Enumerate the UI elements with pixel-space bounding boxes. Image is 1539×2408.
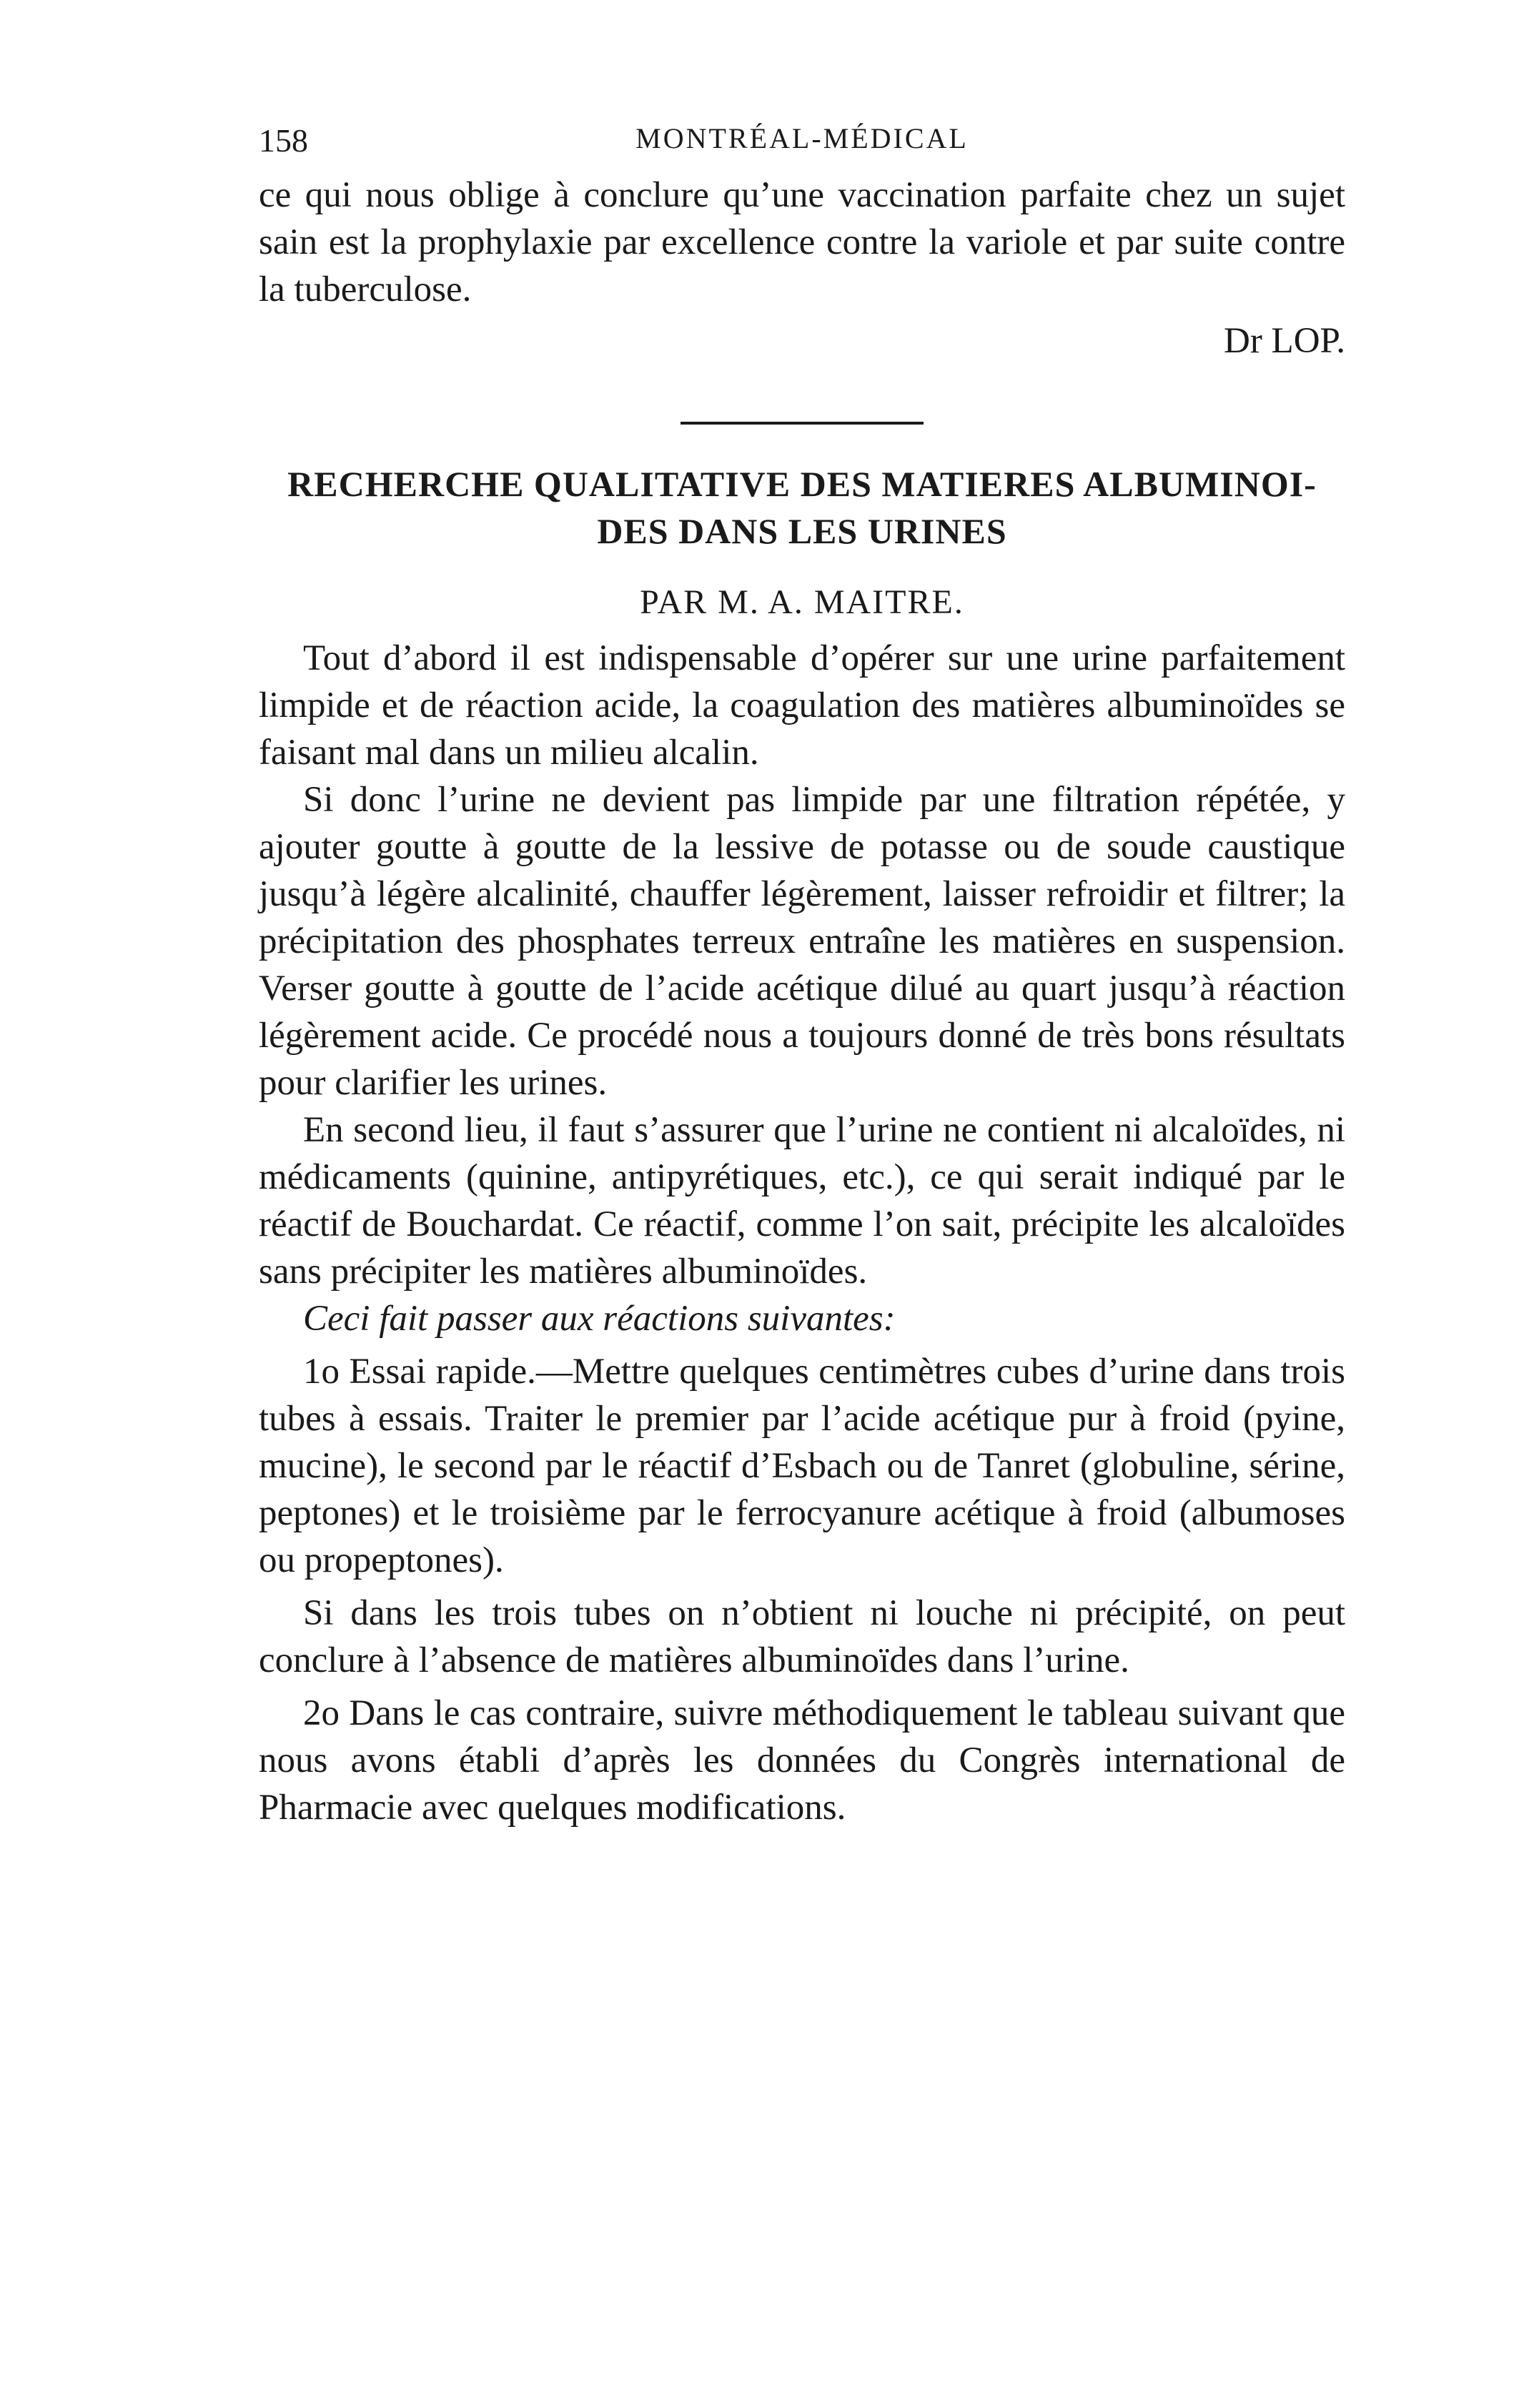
article-title [259,460,1345,555]
article-title-line-1: RECHERCHE QUALITATIVE DES MATIERES ALBUMINOI- [287,464,1317,504]
article-title-line-2: DES DANS LES URINES [597,511,1007,551]
body-paragraph-2: Si donc l’urine ne devient pas limpide par une filtration répétée, y ajouter goutte à goutte de la lessive de potasse ou de soude caustique jusqu’à légère alcalinité, chauffer légèrement, laisser refroidir et filtrer; la précipitation des phosphates terreux entraîne les matières en suspension. Verser goutte à goutte de l’acide acétique dilué au quart jusqu’à réaction légèrement acide. Ce procédé nous a toujours donné de très bons résultats pour clarifier les urines. [259,780,1345,1103]
book-page [259,122,1345,1831]
running-head [259,122,1345,172]
body-paragraph-3: En second lieu, il faut s’assurer que l’urine ne contient ni alcaloïdes, ni médicaments (quinine, antipyrétiques, etc.), ce qui serait indiqué par le réactif de Bouchardat. Ce réactif, comme l’on sait, précipite les alcaloïdes sans précipiter les matières albuminoïdes. [259,1110,1345,1292]
body-paragraph-7: 2o Dans le cas contraire, suivre méthodiquement le tableau suivant que nous avons établi d’après les données du Congrès international de Pharmacie avec quelques modifications. [259,1693,1345,1828]
author-signature: Dr LOP. [1223,321,1345,361]
body-paragraph-6: Si dans les trois tubes on n’obtient ni louche ni précipité, on peut conclure à l’absence de matières albuminoïdes dans l’urine. [259,1593,1345,1680]
page-number: 158 [259,122,308,159]
article-byline: PAR M. A. MAITRE. [640,583,964,621]
body-paragraph-1: Tout d’abord il est indispensable d’opérer sur une urine parfaitement limpide et de réaction acide, la coagulation des matières albuminoïdes se faisant mal dans un milieu alcalin. [259,638,1345,773]
body-paragraph-4: Ceci fait passer aux réactions suivantes: [303,1299,896,1339]
previous-article-closing-paragraph: ce qui nous oblige à conclure qu’une vaccination parfaite chez un sujet sain est la prophylaxie par excellence contre la variole et par suite contre la tuberculose. [259,175,1345,309]
body-paragraph-5: 1o Essai rapide.—Mettre quelques centimètres cubes d’urine dans trois tubes à essais. Traiter le premier par l’acide acétique pur à froid (pyine, mucine), le second par le réactif d’Esbach ou de Tanret (globuline, sérine, peptones) et le troisième par le ferrocyanure acétique à froid (albumoses ou propeptones). [259,1352,1345,1580]
section-divider-rule [681,422,924,425]
journal-title: MONTRÉAL-MÉDICAL [635,122,969,154]
